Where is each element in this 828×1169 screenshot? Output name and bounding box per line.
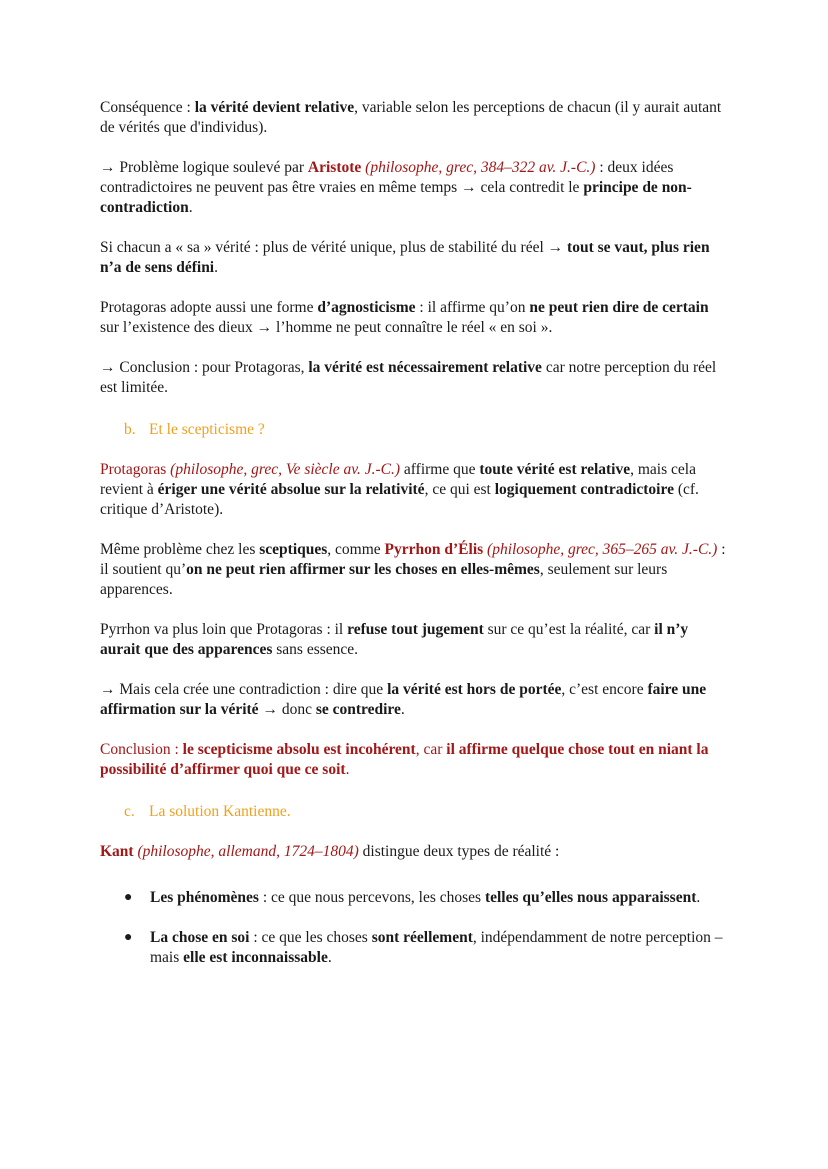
bullet-icon: ●: [124, 930, 133, 945]
philosopher-name: Pyrrhon d’Élis: [384, 541, 484, 558]
philosopher-name: Kant: [100, 843, 134, 860]
paragraph-conclusion-protagoras: → Conclusion : pour Protagoras, la vérité est nécessairement relative car notre perception du réel est limitée.: [100, 359, 717, 396]
list-item: ● Les phénomènes : ce que nous percevons, les choses telles qu’elles nous apparaissent.: [124, 889, 701, 906]
section-heading-b: b. Et le scepticisme ?: [124, 421, 265, 438]
section-heading-c: c. La solution Kantienne.: [124, 803, 291, 820]
philosopher-name: Aristote: [307, 159, 362, 176]
paragraph-consequence: Conséquence : la vérité devient relative, variable selon les perceptions de chacun (il y aurait autant de vérités que d'individus).: [100, 99, 722, 136]
paragraph-sceptiques: Même problème chez les sceptiques, comme Pyrrhon d’Élis (philosophe, grec, 365–265 av. J.-C.) : il soutient qu’on ne peut rien affirmer sur les choses en elles-mêmes, seulement sur leurs apparences.: [100, 541, 726, 598]
philosopher-meta: (philosophe, grec, 365–265 av. J.-C.): [483, 541, 718, 558]
list-item: ● La chose en soi : ce que les choses sont réellement, indépendamment de notre perception – mais elle est inconnaissable.: [124, 929, 723, 966]
paragraph-pyrrhon: Pyrrhon va plus loin que Protagoras : il refuse tout jugement sur ce qu’est la réalité, car il n’y aurait que des apparences sans essence.: [100, 621, 689, 658]
paragraph-contradiction: → Mais cela crée une contradiction : dire que la vérité est hors de portée, c’est encore faire une affirmation sur la vérité → donc se contredire.: [100, 681, 707, 718]
bullet-icon: ●: [124, 890, 133, 905]
paragraph-protagoras: Protagoras (philosophe, grec, Ve siècle av. J.-C.) affirme que toute vérité est relative, mais cela revient à ériger une vérité absolue sur la relativité, ce qui est logiquement contradictoire (cf. critique d’Aristote).: [100, 461, 699, 518]
paragraph-agnosticisme: Protagoras adopte aussi une forme d’agnosticisme : il affirme qu’on ne peut rien dire de certain sur l’existence des dieux → l’homme ne peut connaître le réel « en soi ».: [100, 299, 709, 336]
philosopher-meta: (philosophe, grec, Ve siècle av. J.-C.): [166, 461, 401, 478]
document-page: [100, 98, 730, 988]
philosopher-name: Protagoras: [100, 461, 167, 478]
paragraph-conclusion-scepticisme: Conclusion : le scepticisme absolu est incohérent, car il affirme quelque chose tout en niant la possibilité d’affirmer quoi que ce soit.: [100, 741, 709, 778]
philosopher-meta: (philosophe, allemand, 1724–1804): [133, 843, 359, 860]
paragraph-kant: Kant (philosophe, allemand, 1724–1804) distingue deux types de réalité :: [100, 843, 560, 860]
paragraph-aristote: → Problème logique soulevé par Aristote (philosophe, grec, 384–322 av. J.-C.) : deux idées contradictoires ne peuvent pas être vraies en même temps → cela contredit le principe de non-contradiction.: [100, 159, 692, 216]
paragraph-chacun: Si chacun a « sa » vérité : plus de vérité unique, plus de stabilité du réel → tout se vaut, plus rien n’a de sens défini.: [100, 239, 710, 276]
bullet-list: [100, 888, 730, 968]
philosopher-meta: (philosophe, grec, 384–322 av. J.-C.): [361, 159, 596, 176]
